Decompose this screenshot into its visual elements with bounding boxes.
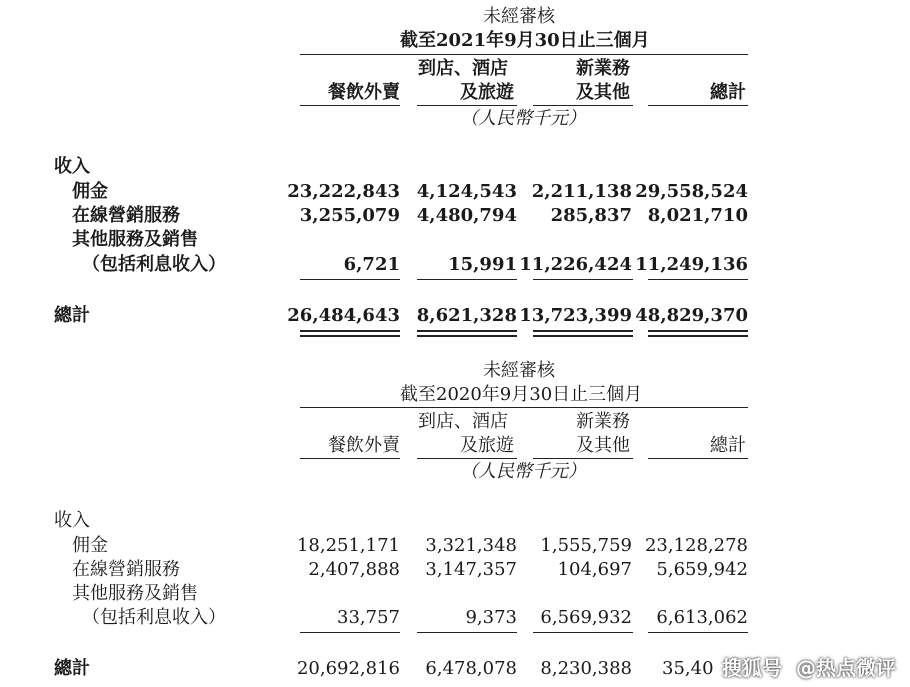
col-header-total: 總計	[710, 82, 746, 103]
watermark	[722, 652, 896, 681]
total-label: 總計	[54, 305, 90, 326]
cell: 3,147,357	[425, 559, 517, 580]
col-header-line1: 到店、酒店	[418, 58, 508, 79]
row-label: （包括利息收入）	[82, 254, 226, 275]
cell: 23,222,843	[287, 181, 400, 202]
subtotal-line	[648, 279, 748, 280]
double-underline	[533, 330, 633, 332]
subtotal-line	[648, 632, 748, 633]
col-header-new-initiatives: 及其他	[576, 435, 630, 456]
col-header-new-initiatives: 及其他	[576, 82, 630, 103]
total-cell: 8,230,388	[540, 658, 632, 679]
row-label: （包括利息收入）	[82, 607, 226, 628]
total-cell: 6,478,078	[425, 658, 517, 679]
col-underline	[300, 458, 400, 459]
col-underline	[417, 458, 517, 459]
period-underline	[300, 54, 748, 55]
row-label: 佣金	[72, 181, 108, 202]
col-header-food-delivery: 餐飲外賣	[328, 435, 400, 456]
cell: 18,251,171	[296, 535, 400, 556]
cell: 6,569,932	[540, 607, 632, 628]
cell: 8,021,710	[647, 205, 748, 226]
subtotal-line	[417, 279, 517, 280]
subtotal-line	[417, 632, 517, 633]
col-underline	[648, 458, 748, 459]
row-label: 其他服務及銷售	[72, 583, 198, 604]
cell: 23,128,278	[644, 535, 748, 556]
watermark-right: @热点微评	[796, 656, 896, 680]
cell: 4,480,794	[416, 205, 517, 226]
total-cell: 8,621,328	[416, 305, 517, 326]
unit-label: （人民幣千元）	[460, 461, 586, 482]
subtotal-line	[533, 632, 633, 633]
cell: 2,407,888	[308, 559, 400, 580]
cell: 285,837	[550, 205, 632, 226]
cell: 15,991	[448, 254, 517, 275]
double-underline	[300, 330, 400, 332]
col-header-line1: 到店、酒店	[418, 411, 508, 432]
unit-label: （人民幣千元）	[460, 108, 586, 129]
col-underline	[648, 105, 748, 106]
cell: 9,373	[465, 607, 517, 628]
double-underline	[533, 335, 633, 337]
total-label: 總計	[54, 658, 90, 679]
col-header-line1: 新業務	[576, 411, 630, 432]
subtotal-line	[533, 279, 633, 280]
total-cell: 26,484,643	[287, 305, 400, 326]
total-cell: 48,829,370	[635, 305, 748, 326]
cell: 4,124,543	[416, 181, 517, 202]
revenue-label: 收入	[54, 156, 90, 177]
cell: 104,697	[557, 559, 632, 580]
cell: 29,558,524	[635, 181, 748, 202]
cell: 2,211,138	[531, 181, 632, 202]
col-underline	[533, 105, 633, 106]
cell: 3,321,348	[425, 535, 517, 556]
row-label: 在線營銷服務	[72, 205, 180, 226]
cell: 11,249,136	[635, 254, 748, 275]
double-underline	[417, 335, 517, 337]
col-underline	[533, 458, 633, 459]
double-underline	[648, 330, 748, 332]
revenue-label: 收入	[54, 510, 90, 531]
period-label: 截至2021年9月30日止三個月	[400, 30, 650, 51]
col-underline	[300, 105, 400, 106]
total-cell: 35,40	[662, 658, 714, 679]
col-underline	[417, 105, 517, 106]
audit-label: 未經審核	[483, 360, 555, 381]
cell: 6,613,062	[656, 607, 748, 628]
double-underline	[648, 335, 748, 337]
audit-label: 未經審核	[483, 6, 555, 27]
col-header-line1: 新業務	[576, 58, 630, 79]
double-underline	[300, 335, 400, 337]
row-label: 在線營銷服務	[72, 559, 180, 580]
total-cell: 20,692,816	[296, 658, 400, 679]
double-underline	[417, 330, 517, 332]
row-label: 其他服務及銷售	[72, 229, 198, 250]
row-label: 佣金	[72, 535, 108, 556]
col-header-in-store: 及旅遊	[460, 435, 514, 456]
subtotal-line	[300, 632, 400, 633]
subtotal-line	[300, 279, 400, 280]
col-header-food-delivery: 餐飲外賣	[328, 82, 400, 103]
col-header-total: 總計	[710, 435, 746, 456]
cell: 33,757	[337, 607, 400, 628]
watermark-left: 搜狐号	[722, 656, 782, 680]
cell: 6,721	[343, 254, 400, 275]
col-header-in-store: 及旅遊	[460, 82, 514, 103]
cell: 11,226,424	[519, 254, 632, 275]
total-cell: 13,723,399	[519, 305, 632, 326]
cell: 3,255,079	[299, 205, 400, 226]
period-label: 截至2020年9月30日止三個月	[400, 384, 643, 405]
period-underline	[300, 407, 748, 408]
cell: 1,555,759	[540, 535, 632, 556]
cell: 5,659,942	[656, 559, 748, 580]
